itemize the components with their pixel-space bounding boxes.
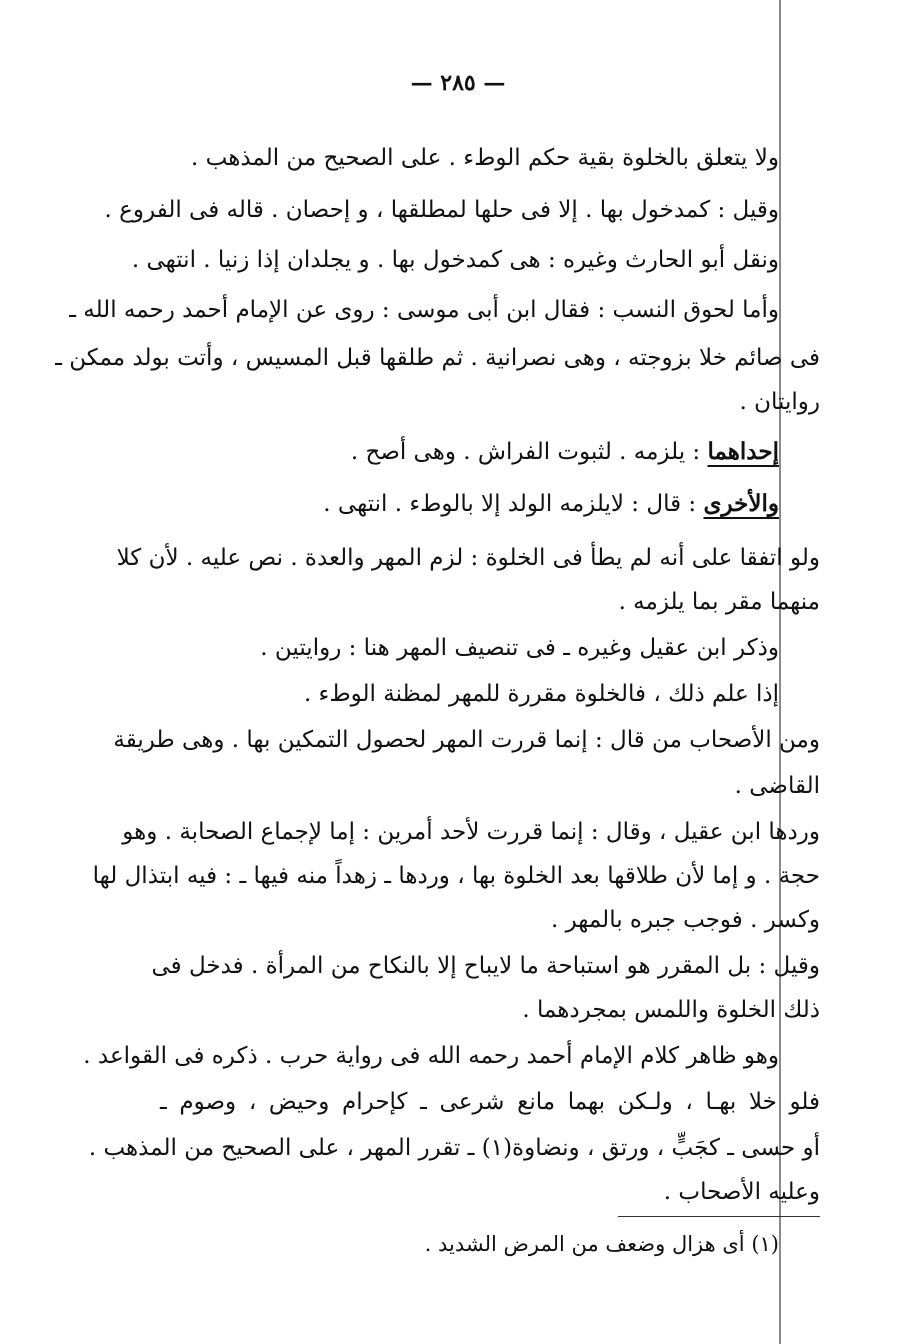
- second-narration-label: والأخرى: [703, 490, 779, 517]
- text-line: ومن الأصحاب من قال : إنما قررت المهر لحصول التمكين بها . وهى طريقة: [113, 727, 820, 753]
- text-line: وأما لحوق النسب : فقال ابن أبى موسى : روى عن الإمام أحمد رحمه الله ـ: [69, 297, 779, 323]
- text-line: وذكر ابن عقيل وغيره ـ فى تنصيف المهر هنا : روايتين .: [260, 635, 779, 661]
- text-line: القاضى .: [734, 773, 820, 799]
- text-line: ذلك الخلوة واللمس بمجردهما .: [522, 997, 820, 1023]
- text-line: وقيل : بل المقرر هو استباحة ما لايباح إلا بالنكاح من المرأة . فدخل فى: [151, 953, 820, 979]
- footnote: (١) أى هزال وضعف من المرض الشديد .: [424, 1232, 779, 1256]
- text-line: أو حسى ـ كجَبٍّ ، ورتق ، ونضاوة(١) ـ تقرر المهر ، على الصحيح من المذهب .: [88, 1135, 820, 1161]
- text-line: روايتان .: [739, 389, 820, 415]
- text-line: وكسر . فوجب جبره بالمهر .: [550, 907, 820, 933]
- text-line: ولو اتفقا على أنه لم يطأ فى الخلوة : لزم المهر والعدة . نص عليه . لأن كلا: [116, 545, 820, 571]
- first-narration-line: [351, 432, 779, 472]
- text-line: ونقل أبو الحارث وغيره : هى كمدخول بها . و يجلدان إذا زنيا . انتهى .: [131, 247, 779, 273]
- first-narration-text: : يلزمه . لثبوت الفراش . وهى أصح .: [350, 439, 701, 465]
- text-line: حجة . و إما لأن طلاقها بعد الخلوة بها ، وردها ـ زهداً منه فيها ـ : فيه ابتذال لها: [92, 863, 820, 889]
- text-line: وهو ظاهر كلام الإمام أحمد رحمه الله فى رواية حرب . ذكره فى القواعد .: [83, 1043, 779, 1069]
- second-narration-line: [323, 484, 779, 524]
- second-narration-text: : قال : لايلزمه الولد إلا بالوطء . انتهى .: [323, 491, 697, 517]
- text-line: إذا علم ذلك ، فالخلوة مقررة للمهر لمظنة الوطء .: [303, 681, 779, 707]
- first-narration-label: إحداهما: [707, 438, 779, 465]
- page-number: — ٢٨٥ —: [410, 70, 506, 96]
- text-line: منهما مقر بما يلزمه .: [618, 589, 820, 615]
- text-line: وردها ابن عقيل ، وقال : إنما قررت لأحد أمرين : إما لإجماع الصحابة . وهو: [122, 819, 820, 845]
- text-line: وقيل : كمدخول بها . إلا فى حلها لمطلقها ، و إحصان . قاله فى الفروع .: [104, 197, 779, 223]
- text-line: وعليه الأصحاب .: [663, 1179, 820, 1205]
- footnote-separator: [618, 1216, 820, 1217]
- text-line: فى صائم خلا بزوجته ، وهى نصرانية . ثم طلقها قبل المسيس ، وأتت بولد ممكن ـ: [55, 345, 820, 371]
- text-line: ولا يتعلق بالخلوة بقية حكم الوطء . على الصحيح من المذهب .: [190, 145, 779, 171]
- text-line: فلو خلا بهـا ، ولـكن بهما مانع شرعى ـ كإحرام وحيض ، وصوم ـ: [160, 1089, 820, 1115]
